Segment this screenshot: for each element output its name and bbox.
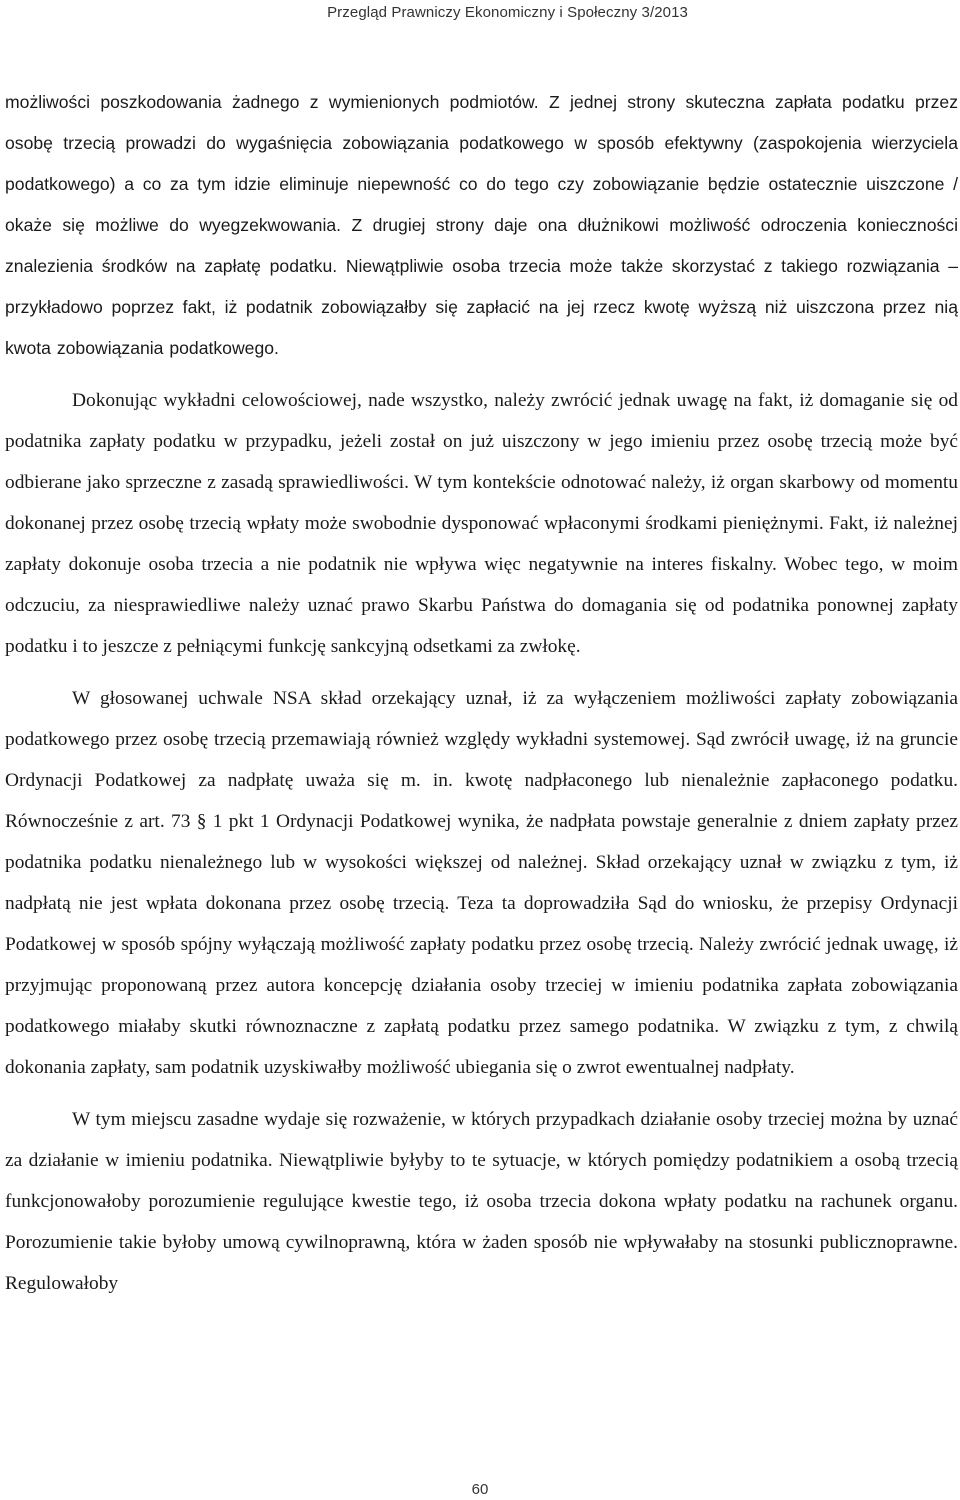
document-body — [5, 82, 958, 1304]
paragraph-1: możliwości poszkodowania żadnego z wymienionych podmiotów. Z jednej strony skuteczna zapłata podatku przez osobę trzecią prowadzi do wygaśnięcia zobowiązania podatkowego w sposób efektywny (zaspokojenia wierzyciela podatkowego) a co za tym idzie eliminuje niepewność co do tego czy zobowiązanie będzie ostatecznie uiszczone / okaże się możliwe do wyegzekwowania. Z drugiej strony daje ona dłużnikowi możliwość odroczenia konieczności znalezienia środków na zapłatę podatku. Niewątpliwie osoba trzecia może także skorzystać z takiego rozwiązania – przykładowo poprzez fakt, iż podatnik zobowiązałby się zapłacić na jej rzecz kwotę wyższą niż uiszczona przez nią kwota zobowiązania podatkowego. — [5, 92, 958, 358]
paragraph-3: W głosowanej uchwale NSA skład orzekający uznał, iż za wyłączeniem możliwości zapłaty zobowiązania podatkowego przez osobę trzecią przemawiają również względy wykładni systemowej. Sąd zwrócił uwagę, iż na gruncie Ordynacji Podatkowej za nadpłatę uważa się m. in. kwotę nadpłaconego lub nienależnie zapłaconego podatku. Równocześnie z art. 73 § 1 pkt 1 Ordynacji Podatkowej wynika, że nadpłata powstaje generalnie z dniem zapłaty przez podatnika podatku nienależnego lub w wysokości większej od należnej. Skład orzekający uznał w związku z tym, iż nadpłatą nie jest wpłata dokonana przez osobę trzecią. Teza ta doprowadziła Sąd do wniosku, że przepisy Ordynacji Podatkowej w sposób spójny wyłączają możliwość zapłaty podatku przez osobę trzecią. Należy zwrócić jednak uwagę, iż przyjmując proponowaną przez autora koncepcję działania osoby trzeciej w imieniu podatnika zapłata zobowiązania podatkowego miałaby skutki równoznaczne z zapłatą podatku przez samego podatnika. W związku z tym, z chwilą dokonania zapłaty, sam podatnik uzyskiwałby możliwość ubiegania się o zwrot ewentualnej nadpłaty. — [5, 688, 958, 1078]
paragraph-4: W tym miejscu zasadne wydaje się rozważenie, w których przypadkach działanie osoby trzeciej można by uznać za działanie w imieniu podatnika. Niewątpliwie byłyby to te sytuacje, w których pomiędzy podatnikiem a osobą trzecią funkcjonowałoby porozumienie regulujące kwestie tego, iż osoba trzecia dokona wpłaty podatku na rachunek organu. Porozumienie takie byłoby umową cywilnoprawną, która w żaden sposób nie wpływałaby na stosunki publicznoprawne. Regulowałoby — [5, 1109, 958, 1294]
running-header: Przegląd Prawniczy Ekonomiczny i Społeczny 3/2013 — [327, 4, 688, 21]
page-number: 60 — [471, 1481, 489, 1498]
paragraph-2: Dokonując wykładni celowościowej, nade wszystko, należy zwrócić jednak uwagę na fakt, iż domaganie się od podatnika zapłaty podatku w przypadku, jeżeli został on już uiszczony w jego imieniu przez osobę trzecią może być odbierane jako sprzeczne z zasadą sprawiedliwości. W tym kontekście odnotować należy, iż organ skarbowy od momentu dokonanej przez osobę trzecią wpłaty może swobodnie dysponować wpłaconymi środkami pieniężnymi. Fakt, iż należnej zapłaty dokonuje osoba trzecia a nie podatnik nie wpływa więc negatywnie na interes fiskalny. Wobec tego, w moim odczuciu, za niesprawiedliwe należy uznać prawo Skarbu Państwa do domagania się od podatnika ponownej zapłaty podatku i to jeszcze z pełniącymi funkcję sankcyjną odsetkami za zwłokę. — [5, 390, 958, 657]
